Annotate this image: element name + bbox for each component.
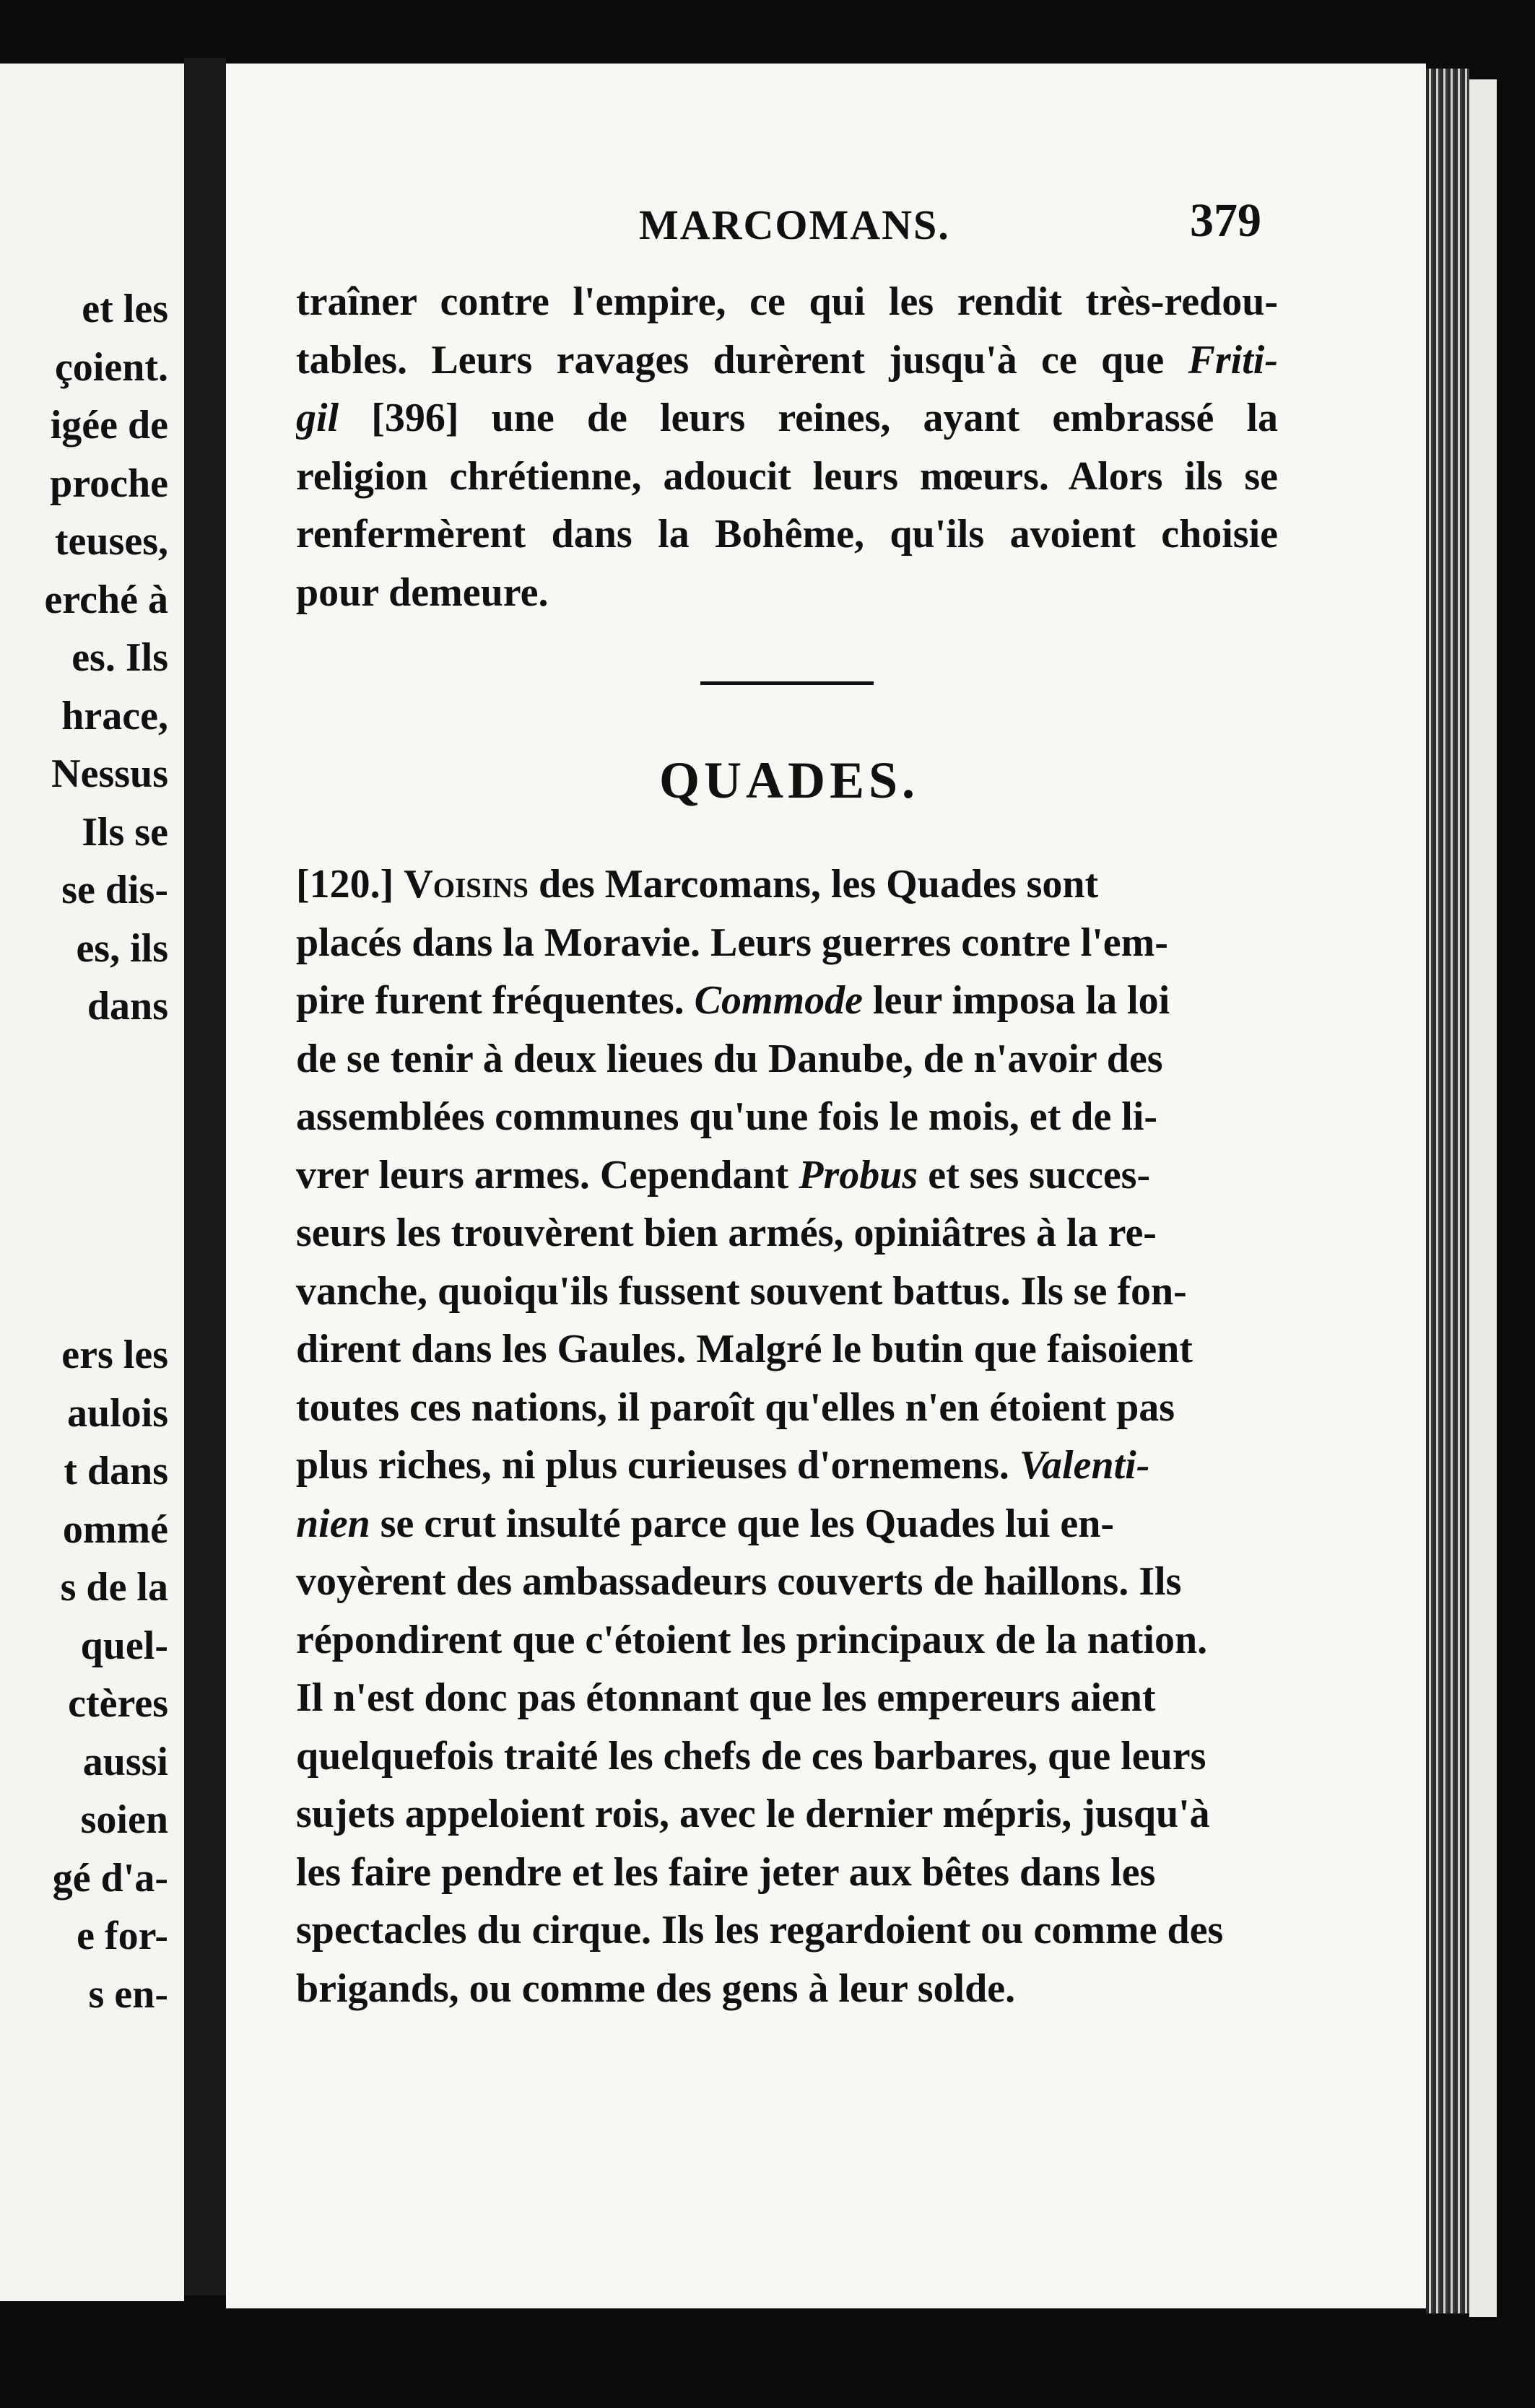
left-page-line: Nessus — [51, 751, 168, 796]
text-line: voyèrent des ambassadeurs couverts de haillons. Ils — [296, 1559, 1182, 1604]
book-gutter — [184, 58, 226, 2295]
left-page-line: çoient. — [54, 344, 168, 390]
left-facing-page — [0, 64, 184, 2301]
left-page-line: Ils se — [82, 809, 168, 855]
text-line: religion chrétienne, adoucit leurs mœurs. Alors ils se — [296, 453, 1278, 499]
left-page-line: aulois — [66, 1390, 168, 1436]
text-line: sujets appeloient rois, avec le dernier mépris, jusqu'à — [296, 1792, 1210, 1836]
text-line: répondirent que c'étoient les principaux de la nation. — [296, 1617, 1208, 1662]
page-edge-paper — [1469, 79, 1497, 2317]
left-page-line: igée de — [50, 403, 168, 448]
text-line: renfermèrent dans la Bohême, qu'ils avoient choisie — [296, 512, 1278, 557]
text-line: quelquefois traité les chefs de ces barbares, que leurs — [296, 1733, 1206, 1779]
text-line: traîner contre l'empire, ce qui les rendit très-redou- — [296, 279, 1278, 324]
text-line: [120.] Voisins des Marcomans, les Quades sont — [296, 862, 1099, 907]
text-line: tables. Leurs ravages durèrent jusqu'à ce que Friti- — [296, 337, 1278, 383]
left-page-line: es. Ils — [71, 635, 168, 680]
text-line: seurs les trouvèrent bien armés, opiniâtres à la re- — [296, 1210, 1157, 1255]
text-line: gil [396] une de leurs reines, ayant embrassé la — [296, 396, 1278, 440]
left-page-line: aussi — [82, 1739, 168, 1784]
text-line: les faire pendre et les faire jeter aux bêtes dans les — [296, 1849, 1156, 1895]
paragraph-quades — [296, 855, 1278, 2017]
text-line: toutes ces nations, il paroît qu'elles n'en étoient pas — [296, 1384, 1175, 1430]
text-line: pire furent fréquentes. Commode leur imposa la loi — [296, 978, 1170, 1023]
text-line: nien se crut insulté parce que les Quades lui en- — [296, 1501, 1115, 1546]
left-page-line: ers les — [61, 1332, 168, 1377]
left-page-line: teuses, — [54, 519, 168, 564]
text-line: vrer leurs armes. Cependant Probus et ses succes- — [296, 1152, 1151, 1198]
page-edges — [1426, 69, 1469, 2313]
running-title: MARCOMANS. — [639, 201, 950, 248]
left-page-line: s en- — [88, 1971, 168, 2017]
section-number: [120.] — [296, 862, 394, 907]
left-page-line: ctères — [68, 1681, 168, 1726]
text-line: dirent dans les Gaules. Malgré le butin que faisoient — [296, 1327, 1193, 1371]
page-number: 379 — [1190, 194, 1261, 247]
section-title: QUADES. — [659, 751, 920, 809]
left-page-line: proche — [50, 461, 168, 506]
text-line: spectacles du cirque. Ils les regardoient ou comme des — [296, 1908, 1224, 1953]
left-page-line: ommé — [62, 1506, 168, 1552]
left-page-line: e for- — [77, 1914, 168, 1958]
left-page-line: soien — [80, 1797, 168, 1842]
left-page-line: dans — [87, 984, 168, 1029]
section-divider — [700, 681, 874, 685]
left-page-line: quel- — [80, 1623, 168, 1668]
text-line: pour demeure. — [296, 570, 549, 615]
text-line: Il n'est donc pas étonnant que les empereurs aient — [296, 1675, 1156, 1720]
left-page-line: et les — [82, 287, 168, 331]
text-line: vanche, quoiqu'ils fussent souvent battus. Ils se fon- — [296, 1268, 1187, 1314]
paragraph-marcomans-continued — [296, 273, 1278, 621]
left-page-line: gé d'a- — [52, 1855, 168, 1901]
text-line: brigands, ou comme des gens à leur solde. — [296, 1966, 1016, 2011]
text-line: placés dans la Moravie. Leurs guerres contre l'em- — [296, 920, 1168, 965]
left-page-line: hrace, — [61, 693, 168, 738]
text-line: plus riches, ni plus curieuses d'ornemens. Valenti- — [296, 1443, 1150, 1488]
left-page-line: es, ils — [76, 925, 168, 971]
left-page-line: erché à — [44, 577, 168, 622]
left-page-line: t dans — [64, 1449, 168, 1493]
text-line: assemblées communes qu'une fois le mois, et de li- — [296, 1094, 1158, 1139]
left-page-line: se dis- — [61, 868, 168, 912]
left-page-line: s de la — [60, 1565, 168, 1610]
text-line: de se tenir à deux lieues du Danube, de n'avoir des — [296, 1036, 1163, 1081]
